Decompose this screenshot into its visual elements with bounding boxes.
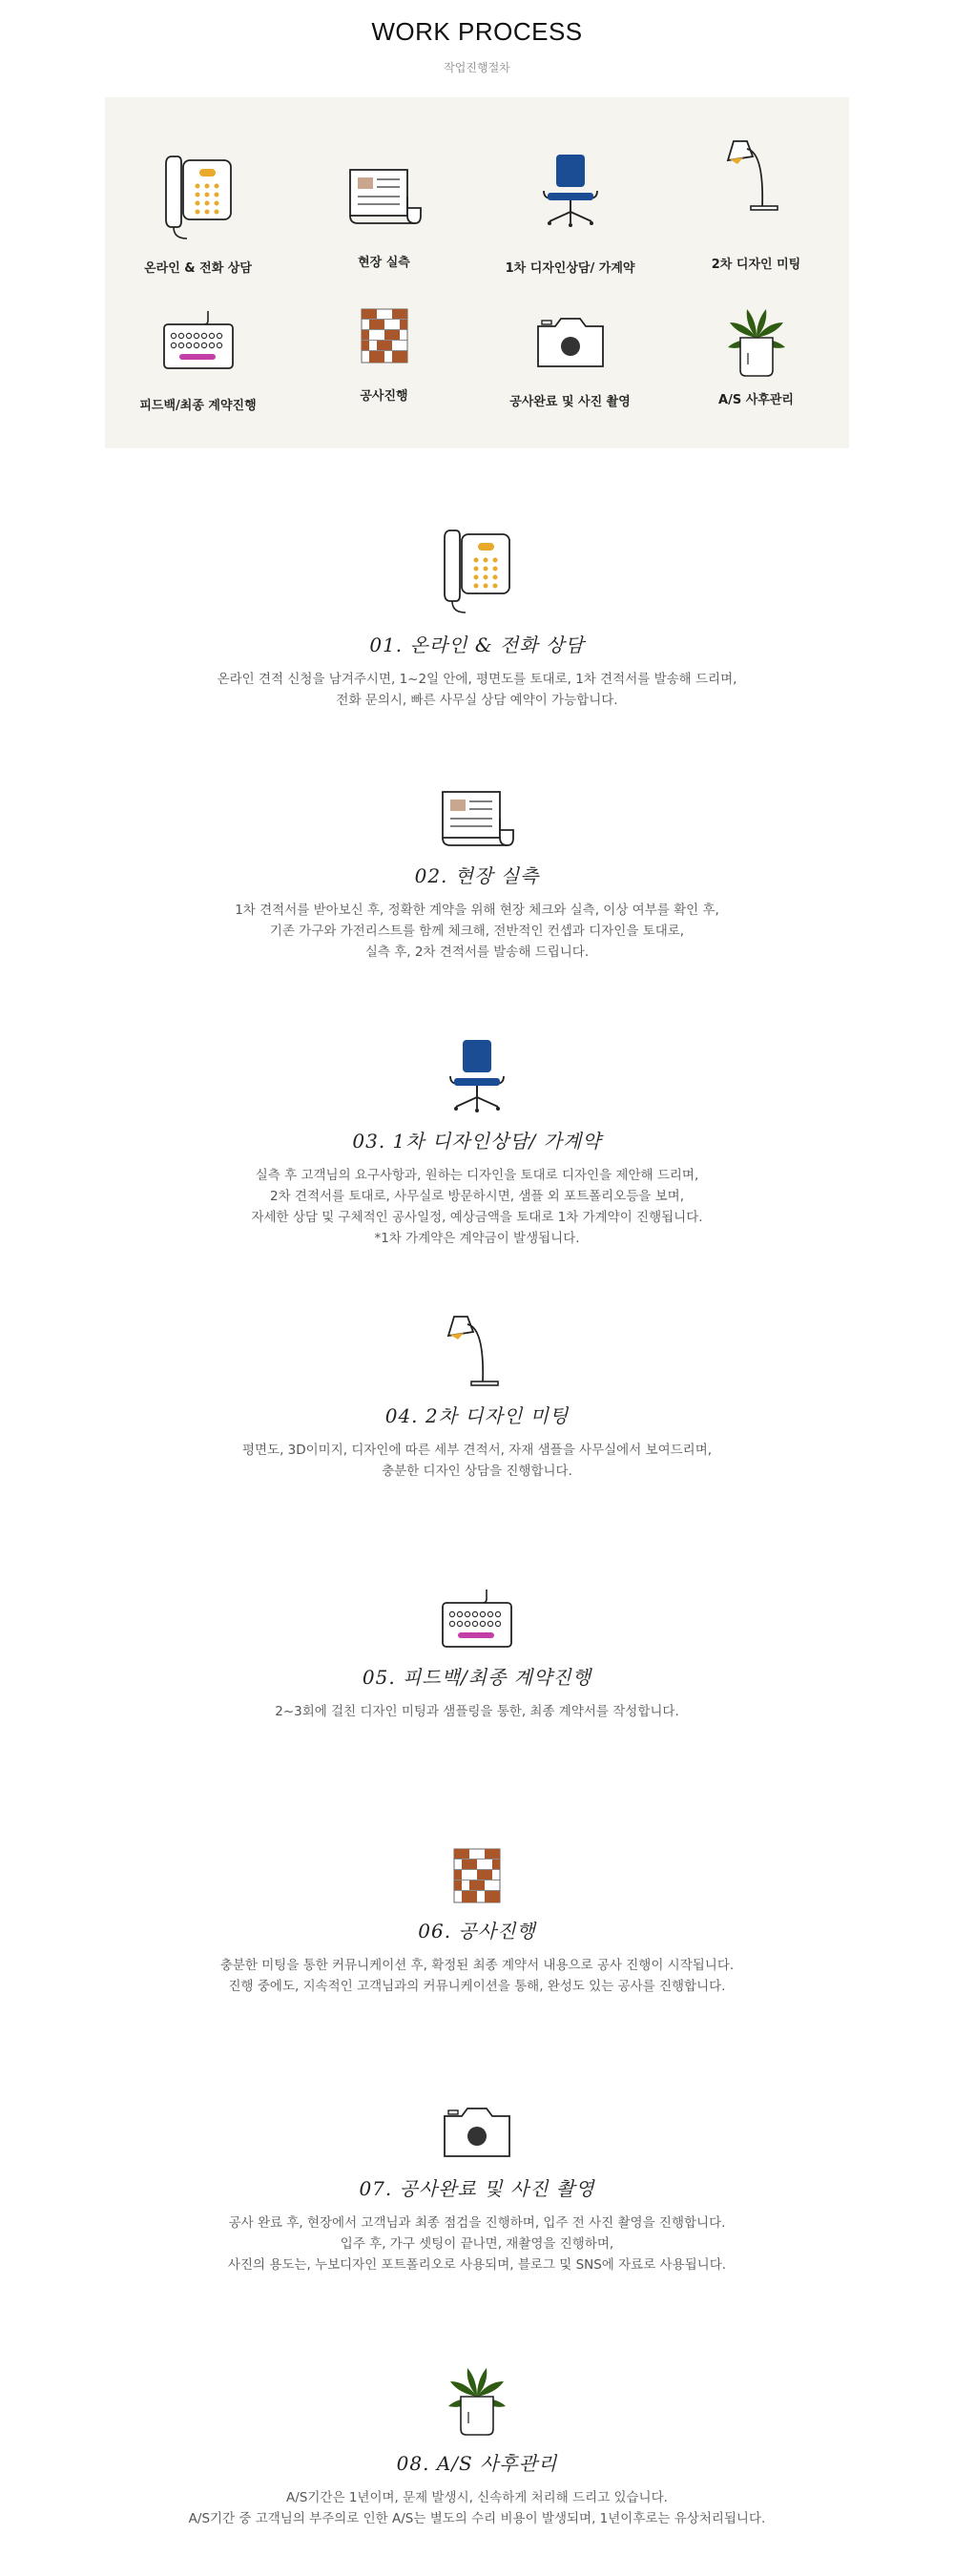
brick-wall-icon bbox=[291, 307, 477, 368]
desk-lamp-icon bbox=[663, 137, 849, 218]
description-line: 사진의 용도는, 누보디자인 포트폴리오로 사용되며, 블로그 및 SNS에 자료로 사용됩니다. bbox=[227, 2257, 727, 2273]
overview-item-second-design bbox=[663, 137, 849, 272]
step-04 bbox=[0, 1313, 954, 1482]
step-description bbox=[0, 669, 954, 711]
description-line: A/S기간은 1년이며, 문제 발생시, 신속하게 처리해 드리고 있습니다. bbox=[286, 2490, 668, 2505]
camera-icon bbox=[477, 313, 663, 376]
overview-label: 현장 실측 bbox=[358, 256, 410, 270]
step-description bbox=[0, 1165, 954, 1249]
overview-label: 2차 디자인 미팅 bbox=[711, 258, 801, 272]
step-description bbox=[0, 1701, 954, 1722]
step-01 bbox=[0, 527, 954, 711]
step-06 bbox=[0, 1847, 954, 1997]
process-overview bbox=[105, 97, 849, 448]
step-title: 02. 현장 실측 bbox=[414, 864, 540, 887]
step-03 bbox=[0, 1038, 954, 1249]
keyboard-icon bbox=[0, 1588, 954, 1654]
description-line: 자세한 상담 및 구체적인 공사일정, 예상금액을 토대로 1차 가계약이 진행됩니다. bbox=[251, 1210, 703, 1225]
overview-item-photo bbox=[477, 313, 663, 409]
step-title: 07. 공사완료 및 사진 촬영 bbox=[359, 2177, 595, 2200]
description-line: 실측 후 고객님의 요구사항과, 원하는 디자인을 토대로 디자인을 제안해 드리며, bbox=[255, 1168, 699, 1183]
step-title: 01. 온라인 & 전화 상담 bbox=[369, 634, 585, 656]
step-05 bbox=[0, 1588, 954, 1722]
step-title: 06. 공사진행 bbox=[418, 1920, 536, 1942]
description-line: A/S기간 중 고객님의 부주의로 인한 A/S는 별도의 수리 비용이 발생되며, 1년이후로는 유상처리됩니다. bbox=[188, 2511, 766, 2526]
overview-label: A/S 사후관리 bbox=[718, 393, 794, 407]
step-08 bbox=[0, 2364, 954, 2529]
description-line: 충분한 디자인 상담을 진행합니다. bbox=[382, 1464, 572, 1479]
overview-item-first-design bbox=[477, 153, 663, 276]
description-line: 공사 완료 후, 현장에서 고객님과 최종 점검을 진행하며, 입주 전 사진 촬영을 진행합니다. bbox=[228, 2215, 726, 2231]
document-icon bbox=[291, 160, 477, 231]
page-subtitle: 작업진행절차 bbox=[444, 61, 510, 74]
step-description bbox=[0, 1440, 954, 1482]
telephone-icon bbox=[0, 527, 954, 622]
overview-label: 공사진행 bbox=[360, 389, 408, 404]
telephone-icon bbox=[105, 153, 291, 248]
overview-label: 온라인 & 전화 상담 bbox=[144, 261, 252, 276]
description-line: 2차 견적서를 토대로, 사무실로 방문하시면, 샘플 외 포트폴리오등을 보며, bbox=[270, 1189, 684, 1204]
step-title: 08. A/S 사후관리 bbox=[396, 2452, 558, 2475]
potted-plant-icon bbox=[0, 2364, 954, 2441]
office-chair-icon bbox=[477, 153, 663, 233]
step-description bbox=[0, 2212, 954, 2275]
keyboard-icon bbox=[105, 309, 291, 376]
description-line: 1차 견적서를 받아보신 후, 정확한 계약을 위해 현장 체크와 실측, 이상 여부를 확인 후, bbox=[235, 903, 719, 918]
step-title: 04. 2차 디자인 미팅 bbox=[384, 1404, 570, 1427]
overview-item-measure bbox=[291, 160, 477, 270]
description-line: 실측 후, 2차 견적서를 발송해 드립니다. bbox=[364, 945, 590, 960]
step-02 bbox=[0, 782, 954, 963]
description-line: 평면도, 3D이미지, 디자인에 따른 세부 견적서, 자재 샘플을 사무실에서 보여드리며, bbox=[241, 1443, 713, 1458]
description-line: 충분한 미팅을 통한 커뮤니케이션 후, 확정된 최종 계약서 내용으로 공사 진행이 시작됩니다. bbox=[219, 1958, 735, 1973]
step-07 bbox=[0, 2103, 954, 2275]
description-line: 입주 후, 가구 셋팅이 끝나면, 재촬영을 진행하며, bbox=[340, 2236, 614, 2252]
description-line: 전화 문의시, 빠른 사무실 상담 예약이 가능합니다. bbox=[336, 693, 618, 708]
step-title: 05. 피드백/최종 계약진행 bbox=[362, 1666, 592, 1689]
overview-item-contract bbox=[105, 309, 291, 413]
page-title: WORK PROCESS bbox=[371, 17, 583, 46]
brick-wall-icon bbox=[0, 1847, 954, 1908]
description-line: *1차 가계약은 계약금이 발생됩니다. bbox=[374, 1231, 580, 1246]
overview-label: 1차 디자인상담/ 가계약 bbox=[505, 261, 635, 276]
step-description bbox=[0, 900, 954, 963]
step-description bbox=[0, 2487, 954, 2529]
potted-plant-icon bbox=[663, 305, 849, 382]
overview-label: 피드백/최종 계약진행 bbox=[139, 399, 257, 413]
description-line: 2~3회에 걸친 디자인 미팅과 샘플링을 통한, 최종 계약서를 작성합니다. bbox=[275, 1704, 679, 1719]
step-title: 03. 1차 디자인상담/ 가계약 bbox=[352, 1130, 602, 1153]
description-line: 기존 가구와 가전리스트를 함께 체크해, 전반적인 컨셉과 디자인을 토대로, bbox=[269, 924, 685, 939]
overview-item-consult bbox=[105, 153, 291, 276]
description-line: 온라인 견적 신청을 남겨주시면, 1~2일 안에, 평면도를 토대로, 1차 견적서를 발송해 드리며, bbox=[217, 672, 737, 687]
overview-label: 공사완료 및 사진 촬영 bbox=[509, 395, 631, 409]
overview-item-as bbox=[663, 305, 849, 407]
camera-icon bbox=[0, 2103, 954, 2166]
document-icon bbox=[0, 782, 954, 853]
desk-lamp-icon bbox=[0, 1313, 954, 1393]
description-line: 진행 중에도, 지속적인 고객님과의 커뮤니케이션을 통해, 완성도 있는 공사를 진행합니다. bbox=[228, 1979, 726, 1994]
office-chair-icon bbox=[0, 1038, 954, 1118]
overview-item-construction bbox=[291, 307, 477, 404]
step-description bbox=[0, 1955, 954, 1997]
